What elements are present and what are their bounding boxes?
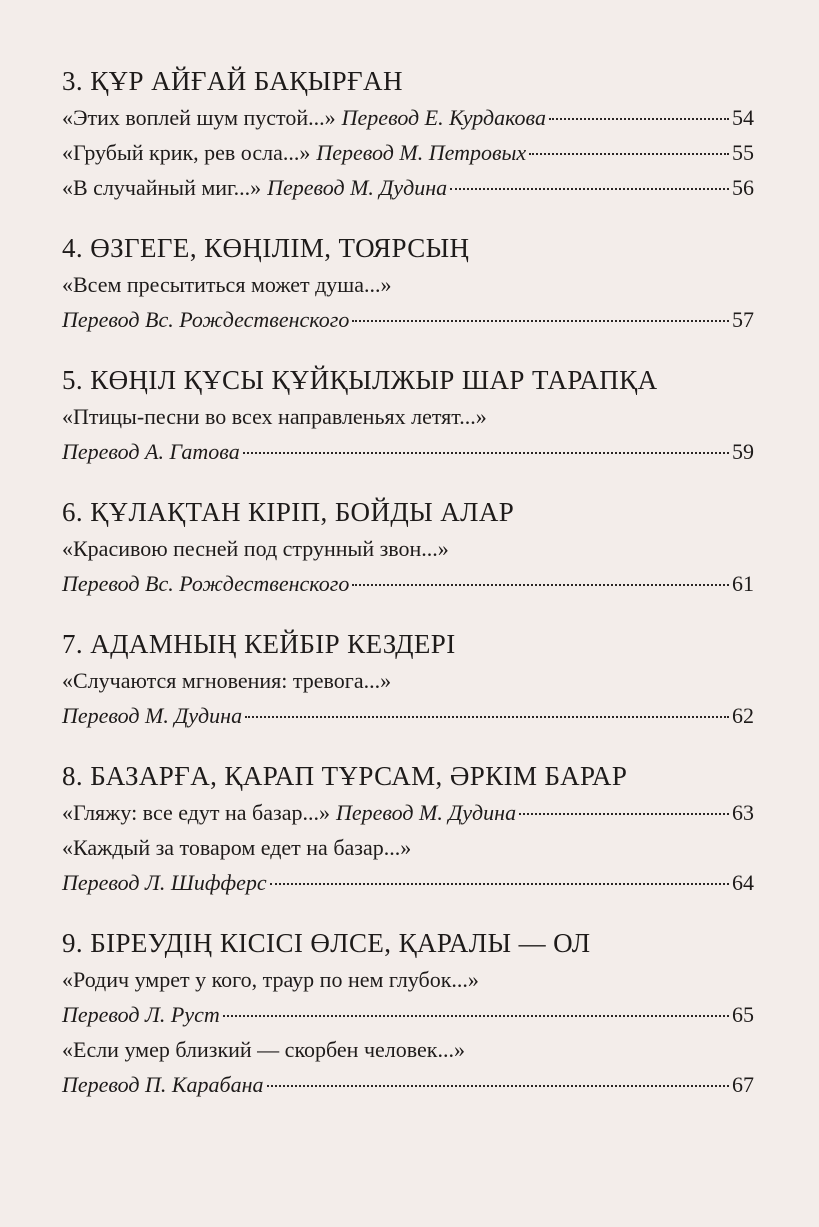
entry-translator: Перевод Л. Руст <box>62 1002 220 1027</box>
entry-quote: «Каждый за товаром едет на базар...» <box>62 835 412 860</box>
toc-section <box>62 757 754 900</box>
entry-translator: Перевод М. Дудина <box>62 703 243 728</box>
toc-section <box>62 493 754 601</box>
dot-leader <box>519 813 729 815</box>
section-title: 7. АДАМНЫҢ КЕЙБІР КЕЗДЕРІ <box>62 629 456 659</box>
entry-quote: «Птицы-песни во всех направленьях летят...» <box>62 404 487 429</box>
entry-page-number: 55 <box>732 140 754 165</box>
entry-page-number: 56 <box>732 175 754 200</box>
dot-leader <box>267 1085 730 1087</box>
dot-leader <box>270 883 729 885</box>
entry-quote: «Грубый крик, рев осла...» <box>62 140 311 165</box>
entry-quote: «Случаются мгновения: тревога...» <box>62 668 392 693</box>
dot-leader <box>352 320 729 322</box>
entry-page-number: 57 <box>732 307 754 332</box>
entry-page-number: 61 <box>732 571 754 596</box>
entry-translator: Перевод П. Карабана <box>62 1072 264 1097</box>
entry-translator: Перевод М. Дудина <box>267 175 448 200</box>
entry-translator: Перевод А. Гатова <box>62 439 240 464</box>
section-title: 9. БІРЕУДІҢ КІСІСІ ӨЛСЕ, ҚАРАЛЫ — ОЛ <box>62 928 591 958</box>
entry-page-number: 65 <box>732 1002 754 1027</box>
entry-quote: «Этих воплей шум пустой...» <box>62 105 336 130</box>
entry-quote: «Гляжу: все едут на базар...» <box>62 800 330 825</box>
entry-page-number: 59 <box>732 439 754 464</box>
toc-section <box>62 62 754 205</box>
dot-leader <box>529 153 729 155</box>
entry-page-number: 67 <box>732 1072 754 1097</box>
entry-page-number: 63 <box>732 800 754 825</box>
dot-leader <box>549 118 729 120</box>
toc-entry <box>62 997 754 1032</box>
entry-page-number: 62 <box>732 703 754 728</box>
section-title: 4. ӨЗГЕГЕ, КӨҢІЛІМ, ТОЯРСЫҢ <box>62 233 470 263</box>
dot-leader <box>243 452 729 454</box>
entry-translator: Перевод Вс. Рождественского <box>62 571 350 596</box>
section-title: 5. КӨҢІЛ ҚҰСЫ ҚҰЙҚЫЛЖЫР ШАР ТАРАПҚА <box>62 365 658 395</box>
entry-quote: «Родич умрет у кого, траур по нем глубок...» <box>62 967 479 992</box>
entry-quote: «Если умер близкий — скорбен человек...» <box>62 1037 465 1062</box>
toc-entry <box>62 795 754 830</box>
toc-entry <box>62 100 754 135</box>
entry-page-number: 64 <box>732 870 754 895</box>
entry-quote: «Всем пресытиться может душа...» <box>62 272 392 297</box>
entry-page-number: 54 <box>732 105 754 130</box>
toc-entry <box>62 135 754 170</box>
toc-entry <box>62 698 754 733</box>
toc-entry <box>62 170 754 205</box>
toc-entry <box>62 566 754 601</box>
toc-section <box>62 361 754 469</box>
section-title: 3. ҚҰР АЙҒАЙ БАҚЫРҒАН <box>62 66 403 96</box>
toc-entry <box>62 865 754 900</box>
toc-section <box>62 625 754 733</box>
dot-leader <box>352 584 729 586</box>
dot-leader <box>450 188 729 190</box>
toc-entry <box>62 302 754 337</box>
toc-entry <box>62 1067 754 1102</box>
toc-entry <box>62 434 754 469</box>
entry-translator: Перевод Вс. Рождественского <box>62 307 350 332</box>
dot-leader <box>223 1015 729 1017</box>
table-of-contents <box>62 62 754 1126</box>
entry-translator: Перевод М. Петровых <box>316 140 527 165</box>
entry-translator: Перевод Л. Шифферс <box>62 870 267 895</box>
section-title: 6. ҚҰЛАҚТАН КІРІП, БОЙДЫ АЛАР <box>62 497 515 527</box>
dot-leader <box>245 716 729 718</box>
entry-quote: «В случайный миг...» <box>62 175 262 200</box>
toc-section <box>62 924 754 1102</box>
section-title: 8. БАЗАРҒА, ҚАРАП ТҰРСАМ, ӘРКІМ БАРАР <box>62 761 628 791</box>
toc-section <box>62 229 754 337</box>
entry-quote: «Красивою песней под струнный звон...» <box>62 536 449 561</box>
entry-translator: Перевод М. Дудина <box>335 800 517 825</box>
entry-translator: Перевод Е. Курдакова <box>341 105 546 130</box>
